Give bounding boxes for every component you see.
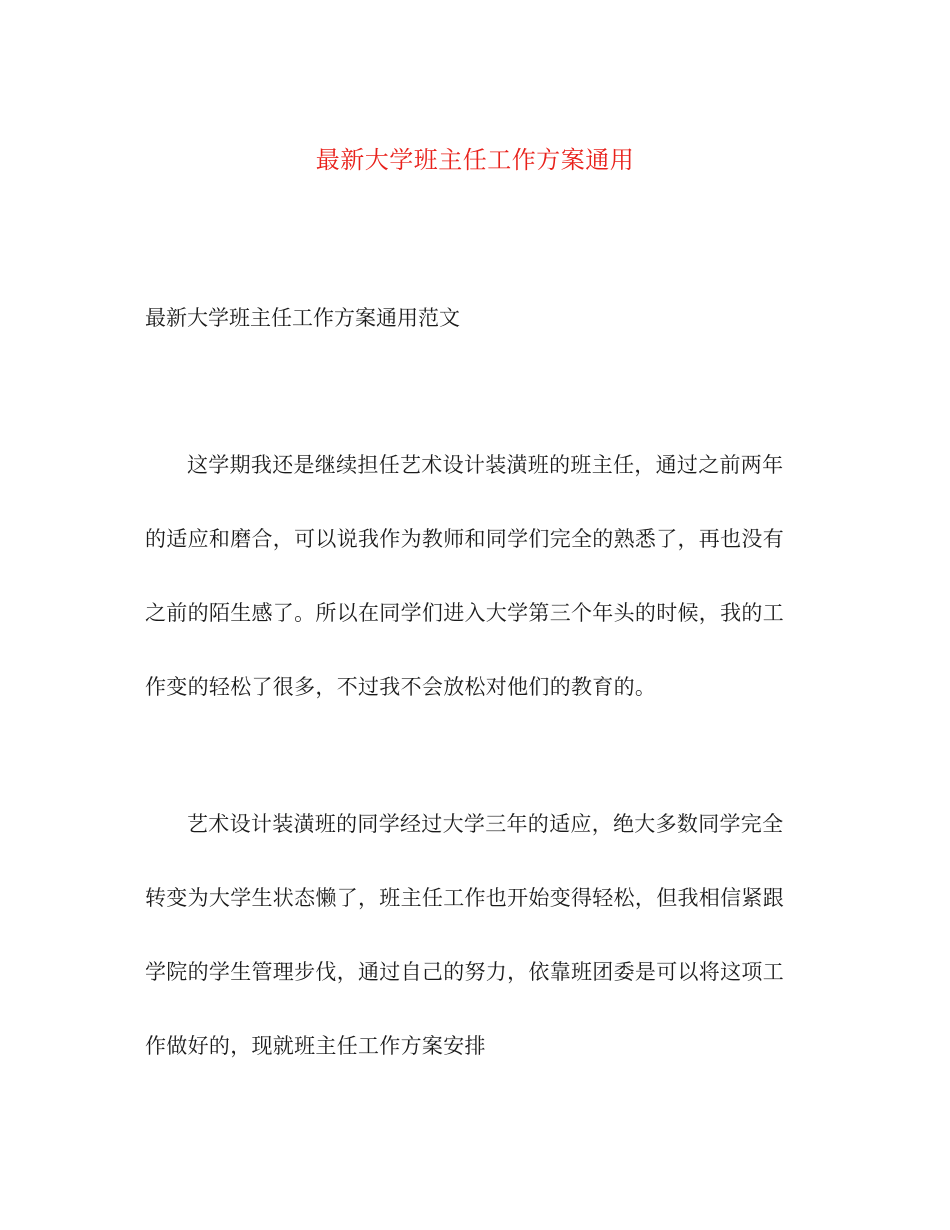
paragraph-line: 转变为大学生状态懒了，班主任工作也开始变得轻松，但我相信紧跟 — [145, 886, 784, 910]
paragraph-line: 之前的陌生感了。所以在同学们进入大学第三个年头的时候，我的工 — [145, 601, 784, 625]
paragraph-2 — [145, 787, 800, 1083]
paragraph-line: 艺术设计装潢班的同学经过大学三年的适应，绝大多数同学完全 — [187, 812, 784, 836]
paragraph-line: 这学期我还是继续担任艺术设计装潢班的班主任，通过之前两年 — [187, 453, 784, 477]
paragraph-line: 作变的轻松了很多，不过我不会放松对他们的教育的。 — [145, 675, 657, 699]
paragraph-1 — [145, 428, 800, 724]
document-subtitle: 最新大学班主任工作方案通用范文 — [145, 306, 460, 330]
paragraph-line: 作做好的，现就班主任工作方案安排 — [145, 1034, 486, 1058]
document-title: 最新大学班主任工作方案通用 — [315, 146, 635, 174]
paragraph-line: 的适应和磨合，可以说我作为教师和同学们完全的熟悉了，再也没有 — [145, 527, 784, 551]
paragraph-line: 学院的学生管理步伐，通过自己的努力，依靠班团委是可以将这项工 — [145, 960, 784, 984]
